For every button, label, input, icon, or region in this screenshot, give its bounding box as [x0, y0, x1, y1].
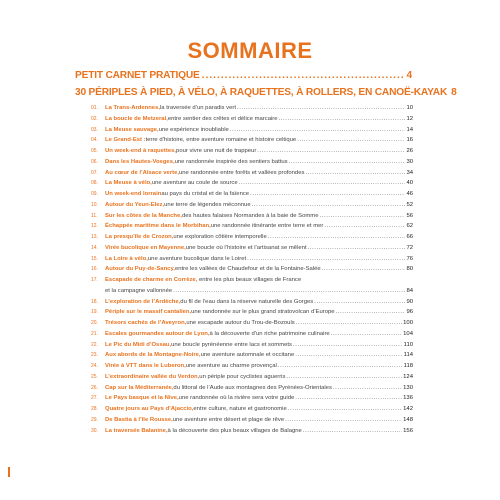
toc-entry[interactable] [91, 114, 413, 125]
entry-description: une exploration côtière intemporelle [173, 234, 267, 240]
entry-number: 19. [91, 309, 98, 316]
entry-name: Quatre jours au Pays d’Ajaccio, [105, 406, 194, 412]
entry-number: 20. [91, 320, 98, 326]
entry-page: 52 [406, 201, 413, 208]
entry-page: 80 [406, 266, 413, 273]
entry-name: Sur les côtes de la Manche, [105, 212, 182, 219]
toc-entry[interactable] [91, 200, 413, 211]
entry-name: La Meuse sauvage, [105, 126, 159, 133]
entry-number: 01. [91, 105, 98, 111]
toc-entry[interactable] [91, 135, 413, 146]
entry-page: 142 [403, 406, 413, 412]
toc-list [91, 103, 413, 436]
leader-dots [250, 189, 405, 200]
entry-name: La Loire à vélo, [105, 255, 148, 262]
toc-entry[interactable] [91, 383, 413, 394]
entry-name: Escapade de charme en Corrèze, [105, 277, 198, 283]
entry-number: 10. [91, 201, 98, 208]
entry-page: 130 [403, 384, 413, 391]
entry-number: 28. [91, 406, 98, 412]
entry-description: une aventure automnale et occitane [200, 352, 295, 359]
entry-page: 56 [406, 212, 413, 219]
entry-number: 06. [91, 158, 98, 165]
section-page: 4 [406, 70, 412, 81]
entry-number: 14. [91, 244, 98, 251]
toc-entry[interactable] [91, 297, 413, 308]
leader-dots [202, 70, 405, 81]
entry-page: 30 [406, 158, 413, 165]
entry-description: entre culture, nature et gastronomie [193, 406, 287, 412]
entry-number: 25. [91, 373, 98, 380]
entry-name: Cap sur la Méditerranée, [105, 384, 174, 391]
entry-name: Autour du Puy-de-Sancy, [105, 266, 175, 273]
entry-description: entre les plus beaux villages de France [197, 277, 302, 283]
toc-entry[interactable] [91, 393, 413, 404]
entry-name: De Bastia à l’île Rousse, [105, 416, 173, 423]
entry-page: 62 [406, 223, 413, 230]
toc-entry[interactable] [91, 264, 413, 275]
toc-entry[interactable] [91, 318, 413, 329]
toc-entry[interactable] [91, 329, 413, 340]
section-heading [75, 87, 457, 98]
page-number-mark [8, 467, 10, 477]
entry-name: Un week-end lorrain [105, 191, 162, 197]
leader-dots [252, 200, 406, 211]
entry-page: 96 [406, 309, 413, 316]
entry-name: Périple sur le massif cantalien, [105, 309, 192, 316]
entry-description: une aventure au charme provençal [185, 363, 277, 369]
entry-description: du littoral de l’Aude aux montagnes des Pyrénées-Orientales [173, 384, 332, 391]
entry-page: 12 [406, 115, 413, 122]
section-label: 30 PÉRIPLES À PIED, À VÉLO, À RAQUETTES, À ROLLERS, EN CANOË-KAYAK [75, 87, 448, 98]
toc-entry[interactable] [91, 275, 413, 297]
toc-entry[interactable] [91, 243, 413, 254]
leader-dots [308, 243, 406, 254]
section-page: 8 [451, 87, 457, 98]
entry-name: La traversée Balanine, [105, 427, 168, 434]
leader-dots [305, 168, 405, 179]
entry-page: 46 [406, 191, 413, 197]
toc-entry[interactable] [91, 168, 413, 179]
entry-name: L’exploration de l’Ardèche, [105, 298, 181, 305]
section-label: PETIT CARNET PRATIQUE [75, 70, 200, 81]
toc-entry[interactable] [91, 103, 413, 114]
entry-description: une randonnée itinérante entre terre et mer [210, 223, 324, 230]
leader-dots [279, 114, 406, 125]
entry-number: 11. [91, 212, 98, 219]
leader-dots [296, 318, 402, 329]
entry-name: Un week-end à raquettes, [105, 148, 177, 154]
toc-entry[interactable] [91, 415, 413, 426]
leader-dots [324, 221, 405, 232]
entry-number: 07. [91, 169, 98, 176]
entry-number: 05. [91, 148, 98, 154]
entry-page: 34 [406, 169, 413, 176]
entry-description: une terre de légendes méconnue [164, 201, 251, 208]
leader-dots [295, 393, 402, 404]
entry-name: La Meuse à vélo, [105, 180, 152, 187]
entry-name: Le Pic du Midi d’Ossau, [105, 341, 172, 348]
entry-number: 08. [91, 180, 98, 187]
entry-description: à la découverte des plus beaux villages de Balagne [167, 427, 302, 434]
entry-number: 02. [91, 115, 98, 122]
entry-name: Le Pays basque et la Nive, [105, 395, 179, 402]
leader-dots [289, 157, 406, 168]
entry-number: 24. [91, 363, 98, 369]
entry-name: Escales gourmandes autour de Lyon, [105, 330, 210, 337]
entry-number: 09. [91, 191, 98, 197]
entry-page: 66 [406, 234, 413, 240]
entry-description: une expérience inoubliable [158, 126, 229, 133]
toc-entry[interactable] [91, 361, 413, 372]
entry-name: Le Grand-Est : [105, 137, 146, 144]
entry-name: Autour du Yeun-Elez, [105, 201, 165, 208]
entry-description: une aventure au coule de source [151, 180, 238, 187]
entry-number: 17. [91, 277, 98, 283]
entry-page: 136 [403, 395, 413, 402]
entry-description: une randonnée entre forêts et vallées profondes [179, 169, 305, 176]
entry-name: Dans les Hautes-Vosges, [105, 158, 175, 165]
entry-page: 110 [403, 341, 413, 348]
entry-number: 16. [91, 266, 98, 273]
leader-dots [239, 178, 406, 189]
leader-dots [286, 372, 402, 383]
entry-description: pour vivre une nuit de trappeur [176, 148, 257, 154]
entry-page: 76 [406, 255, 413, 262]
entry-number: 12. [91, 223, 98, 230]
entry-number: 18. [91, 298, 98, 305]
entry-description: des hautes falaises Normandes à la baie de Somme [181, 212, 319, 219]
leader-dots [322, 264, 406, 275]
toc-entry[interactable] [91, 211, 413, 222]
leader-dots [331, 329, 402, 340]
entry-name: Aux abords de la Montagne-Noire, [105, 352, 201, 359]
toc-entry[interactable] [91, 254, 413, 265]
entry-description: une randonnée sur le plus grand stratovolcan d’Europe [191, 309, 335, 316]
leader-dots [285, 415, 402, 426]
entry-page: 40 [406, 180, 413, 187]
entry-description: une boucle pyrénéenne entre lacs et sommets [171, 341, 292, 348]
leader-dots [333, 383, 402, 394]
entry-page: 118 [403, 363, 413, 369]
entry-name: Virée à VTT dans le Luberon, [105, 363, 186, 369]
toc-entry[interactable] [91, 307, 413, 318]
entry-description: entre les vallées de Chaudefour et de la Fontaine-Salée [174, 266, 321, 273]
leader-dots [268, 232, 406, 243]
entry-page: 148 [403, 416, 413, 423]
entry-number: 26. [91, 384, 98, 391]
toc-entry[interactable] [91, 178, 413, 189]
entry-page: 100 [403, 320, 413, 326]
toc-entry[interactable] [91, 221, 413, 232]
entry-page: 124 [403, 373, 413, 380]
entry-description: entre sentier des crêtes et délice marcaire [167, 115, 278, 122]
entry-page: 14 [406, 126, 413, 133]
entry-name: L’extraordinaire vallée du Verdon, [105, 373, 200, 380]
leader-dots [336, 307, 406, 318]
page-title: SOMMAIRE [187, 38, 313, 63]
toc-entry[interactable] [91, 372, 413, 383]
entry-description: terre d’histoire, entre aventure romaine et histoire celtique [145, 137, 297, 144]
entry-number: 22. [91, 341, 98, 348]
toc-entry[interactable] [91, 157, 413, 168]
toc-entry[interactable] [91, 189, 413, 200]
entry-description-cont: et la campagne vallonnée [105, 287, 173, 294]
toc-entry[interactable] [91, 426, 413, 437]
entry-number: 29. [91, 416, 98, 423]
section-heading [75, 70, 412, 81]
toc-entry[interactable] [91, 232, 413, 243]
leader-dots [314, 297, 405, 308]
entry-description: une randonnée où la rivière sera votre guide [178, 395, 295, 402]
toc-entry[interactable] [91, 146, 413, 157]
entry-number: 30. [91, 427, 98, 434]
entry-description: une escapade autour du Trou-de-Bozouls [186, 320, 295, 326]
leader-dots [278, 361, 403, 372]
leader-dots [288, 404, 402, 415]
entry-number: 04. [91, 137, 98, 144]
entry-number: 03. [91, 126, 98, 133]
entry-description: une randonnée inspirée des sentiers battus [174, 158, 288, 165]
leader-dots [247, 254, 405, 265]
entry-name: Échappée maritime dans le Morbihan, [105, 223, 211, 230]
entry-page: 26 [406, 148, 413, 154]
entry-description: une boucle où l’histoire et l’artisanat se mêlent [185, 244, 307, 251]
entry-page: 10 [406, 105, 413, 111]
entry-page: 84 [406, 287, 413, 294]
entry-number: 15. [91, 255, 98, 262]
entry-name: La Trans-Ardennes, [105, 105, 160, 111]
entry-number: 21. [91, 330, 98, 337]
entry-name: La boucle de Metzeral, [105, 115, 168, 122]
entry-page: 72 [406, 244, 413, 251]
entry-name: Au cœur de l’Alsace verte, [105, 169, 179, 176]
entry-description: du fil de l’eau dans la réserve naturelle des Gorges [180, 298, 314, 305]
entry-number: 27. [91, 395, 98, 402]
toc-entry[interactable] [91, 350, 413, 361]
entry-page: 104 [403, 330, 413, 337]
entry-description: une aventure entre désert et plage de rêve [172, 416, 285, 423]
leader-dots [237, 103, 405, 114]
entry-name: La presqu’île de Crozon, [105, 234, 174, 240]
toc-entry[interactable] [91, 125, 413, 136]
leader-dots [173, 286, 405, 297]
leader-dots [230, 125, 406, 136]
entry-name: Trésors cachés de l’Aveyron, [105, 320, 187, 326]
leader-dots [257, 146, 405, 157]
entry-description: un périple pour cyclistes aguerris [199, 373, 286, 380]
leader-dots [295, 350, 402, 361]
entry-description: à la découverte d’un riche patrimoine culinaire [209, 330, 330, 337]
leader-dots [293, 340, 403, 351]
entry-description: la traversée d’un paradis vert [160, 105, 236, 111]
entry-page: 90 [406, 298, 413, 305]
entry-description: une aventure bucolique dans le Loiret [147, 255, 247, 262]
toc-entry[interactable] [91, 340, 413, 351]
entry-name: Virée bucolique en Mayenne, [105, 244, 186, 251]
entry-number: 23. [91, 352, 98, 359]
entry-page: 114 [403, 352, 413, 359]
leader-dots [319, 211, 405, 222]
toc-entry[interactable] [91, 404, 413, 415]
entry-number: 13. [91, 234, 98, 240]
leader-dots [297, 135, 405, 146]
entry-page: 156 [403, 427, 413, 434]
entry-page: 16 [406, 137, 413, 144]
leader-dots [303, 426, 402, 437]
entry-description: au pays du cristal et de la faïence [161, 191, 250, 197]
